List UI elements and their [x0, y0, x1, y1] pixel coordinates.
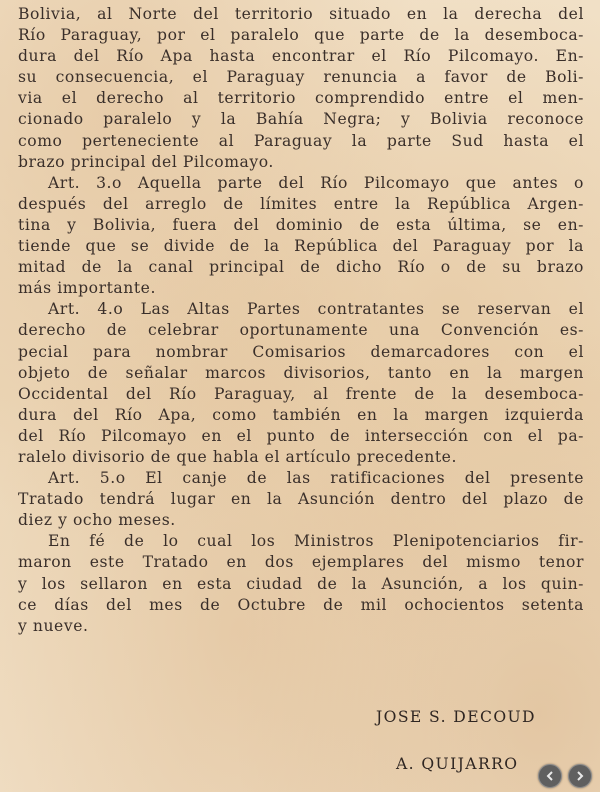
chevron-right-icon [574, 770, 586, 782]
next-page-button[interactable] [568, 764, 592, 788]
text-line: Art. 4.o Las Altas Partes contratantes se reservan el [48, 300, 584, 319]
text-line: derecho de celebrar oportunamente una Convención es- [18, 321, 584, 340]
text-line: Occidental del Río Paraguay, al frente de la desemboca- [18, 384, 584, 403]
text-line: dura del Río Apa, como también en la margen izquierda [18, 405, 584, 424]
text-line: su consecuencia, el Paraguay renuncia a favor de Boli- [18, 68, 584, 87]
signature-quijarro: A. QUIJARRO [396, 755, 519, 773]
text-line: y nueve. [18, 616, 89, 635]
text-line: como perteneciente al Paraguay la parte Sud hasta el [18, 131, 584, 150]
text-line: más importante. [18, 279, 156, 298]
signature-decoud: JOSE S. DECOUD [376, 708, 536, 726]
page-navigation [538, 764, 592, 788]
text-line: tina y Bolivia, fuera del dominio de esta última, se en- [18, 215, 584, 234]
text-line: Bolivia, al Norte del territorio situado en la derecha del [18, 5, 584, 23]
text-line: después del arreglo de límites entre la República Argen- [18, 194, 584, 213]
text-line: ce días del mes de Octubre de mil ochocientos setenta [18, 595, 584, 614]
text-line: via el derecho al territorio comprendido entre el men- [18, 89, 584, 108]
text-line: brazo principal del Pilcomayo. [18, 152, 274, 171]
text-line: Río Paraguay, por el paralelo que parte de la desemboca- [18, 26, 584, 45]
text-line: cionado paralelo y la Bahía Negra; y Bolivia reconoce [18, 110, 584, 129]
text-line: pecial para nombrar Comisarios demarcadores con el [18, 342, 584, 361]
text-line: y los sellaron en esta ciudad de la Asunción, a los quin- [18, 574, 584, 593]
text-line: Art. 5.o El canje de las ratificaciones del presente [48, 469, 584, 488]
text-line: Art. 3.o Aquella parte del Río Pilcomayo que antes o [48, 173, 584, 192]
text-line: En fé de lo cual los Ministros Plenipotenciarios fir- [48, 532, 584, 551]
text-line: dura del Río Apa hasta encontrar el Río Pilcomayo. En- [18, 47, 584, 66]
text-line: del Río Pilcomayo en el punto de intersección con el pa- [18, 426, 584, 445]
text-line: objeto de señalar marcos divisorios, tanto en la margen [18, 363, 584, 382]
text-line: mitad de la canal principal de dicho Río o de su brazo [18, 258, 584, 277]
text-line: maron este Tratado en dos ejemplares del mismo tenor [18, 553, 584, 572]
text-line: diez y ocho meses. [18, 511, 176, 530]
text-line: Tratado tendrá lugar en la Asunción dentro del plazo de [18, 490, 584, 509]
text-line: tiende que se divide de la República del Paraguay por la [18, 237, 584, 256]
previous-page-button[interactable] [538, 764, 562, 788]
text-line: ralelo divisorio de que habla el artículo precedente. [18, 447, 457, 466]
chevron-left-icon [544, 770, 556, 782]
